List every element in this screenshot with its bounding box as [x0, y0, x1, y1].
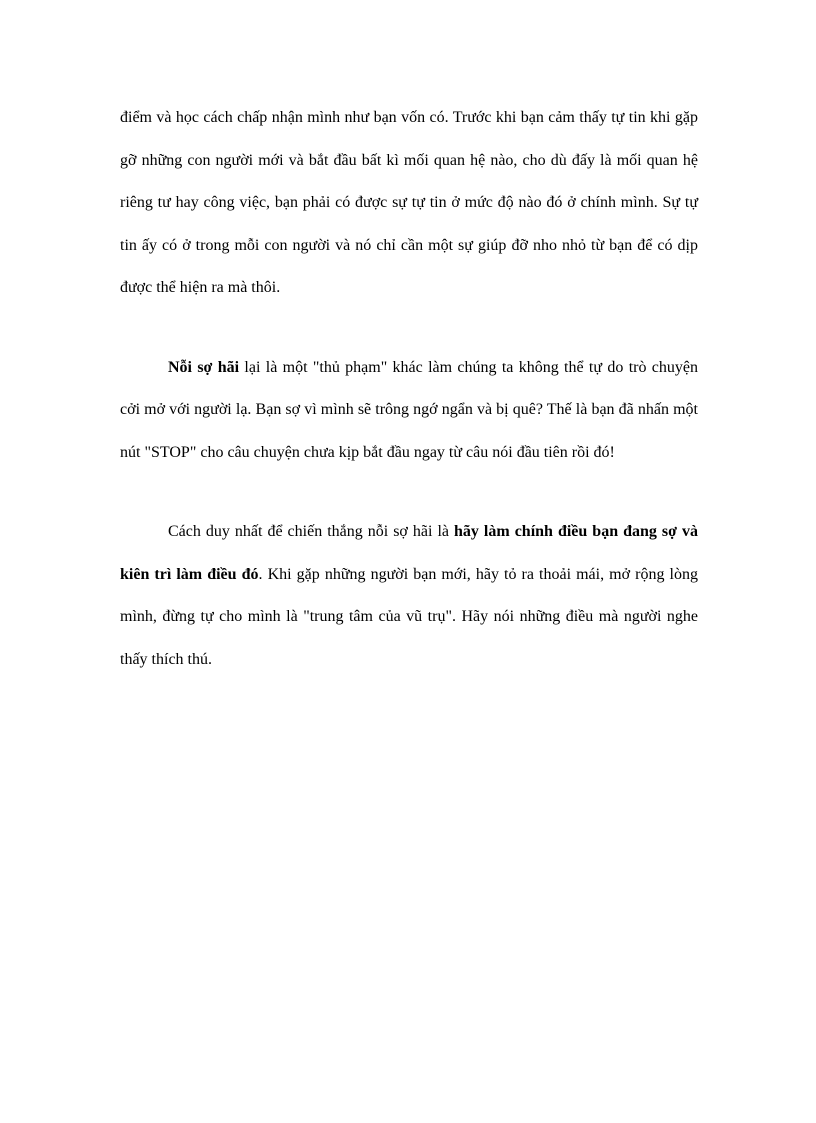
paragraph-3-text-after: . Khi gặp những người bạn mới, hãy tỏ ra thoải mái, mở rộng lòng mình, đừng tự cho mình là "trung tâm của vũ trụ". Hãy nói những điều mà người nghe thấy thích thú.: [120, 565, 698, 668]
document-body: [120, 97, 698, 681]
paragraph-self-confidence: [120, 97, 698, 310]
paragraph-overcome-fear: [120, 511, 698, 681]
paragraph-3-bold-middle: hãy làm chính điều bạn đang sợ và kiên trì làm điều đó: [120, 523, 698, 583]
paragraph-fear: [120, 347, 698, 475]
paragraph-1-text: điểm và học cách chấp nhận mình như bạn vốn có. Trước khi bạn cảm thấy tự tin khi gặp gỡ những con người mới và bắt đầu bất kì mối quan hệ nào, cho dù đấy là mối quan hệ riêng tư hay công việc, bạn phải có được sự tự tin ở mức độ nào đó ở chính mình. Sự tự tin ấy có ở trong mỗi con người và nó chỉ cần một sự giúp đỡ nho nhỏ từ bạn để có dịp được thể hiện ra mà thôi.: [120, 109, 698, 296]
paragraph-3-text-before: Cách duy nhất để chiến thắng nỗi sợ hãi là: [168, 523, 455, 540]
paragraph-2-bold-lead: Nỗi sợ hãi: [168, 358, 240, 376]
paragraph-2-text: lại là một "thủ phạm" khác làm chúng ta không thể tự do trò chuyện cởi mở với người lạ. Bạn sợ vì mình sẽ trông ngớ ngẩn và bị quê? Thế là bạn đã nhấn một nút "STOP" cho câu chuyện chưa kịp bắt đầu ngay từ câu nói đầu tiên rồi đó!: [120, 358, 698, 461]
